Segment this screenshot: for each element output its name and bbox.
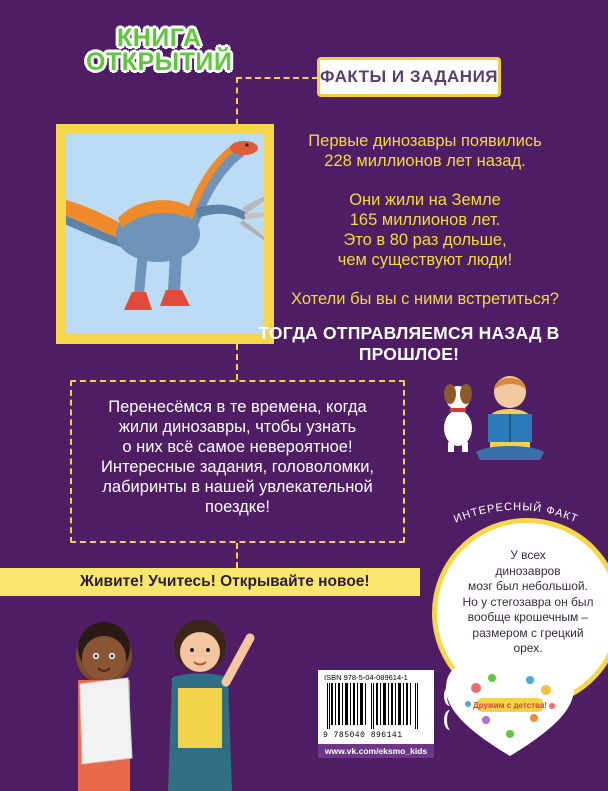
interesting-fact-heading <box>436 495 596 525</box>
lead-headline: ТОГДА ОТПРАВЛЯЕМСЯ НАЗАД В ПРОШЛОЕ! <box>258 323 560 364</box>
isbn-text: ISBN 978-5-04-089614-1 <box>324 673 408 682</box>
facts-and-tasks-badge: ФАКТЫ И ЗАДАНИЯ <box>317 57 501 97</box>
logo-line-2: ОТКРЫТИЙ <box>86 48 233 76</box>
vk-link[interactable]: www.vk.com/eksmo_kids <box>318 744 434 758</box>
book-series-logo <box>86 26 232 74</box>
fact-first-dinosaurs: Первые динозавры появились 228 миллионов лет назад. <box>308 132 542 170</box>
heart-badge <box>446 660 574 760</box>
interesting-fact-text: У всех динозавров мозг был небольшой. Но у стегозавра он был вообще крошечным – размером с грецкий орех. <box>462 548 594 655</box>
barcode-bars <box>327 683 419 729</box>
dinosaur-illustration <box>66 134 264 334</box>
barcode-number: 9 785040 896141 <box>323 731 403 740</box>
svg-text:ИНТЕРЕСНЫЙ ФАКТ: ИНТЕРЕСНЫЙ ФАКТ <box>452 500 580 525</box>
boy-and-dog-illustration <box>428 368 548 468</box>
logo-line-1: КНИГА <box>116 24 202 52</box>
connector-line <box>236 77 318 79</box>
heart-badge-text: Дружим с детства! <box>473 701 547 710</box>
fact-lived-on-earth: Они жили на Земле 165 миллионов лет. Это в 80 раз дольше, чем существуют люди! <box>337 191 513 269</box>
question-line: Хотели бы вы с ними встретиться? <box>291 290 559 308</box>
connector-line <box>236 77 238 125</box>
kids-illustration <box>60 608 280 791</box>
description-text: Перенесёмся в те времена, когда жили динозавры, чтобы узнать о них всё самое невероятное! Интересные задания, головоломки, лабиринты в нашей увлекательной поездке! <box>100 398 375 516</box>
slogan-text: Живите! Учитесь! Открывайте новое! <box>80 573 370 590</box>
connector-line <box>236 543 238 568</box>
